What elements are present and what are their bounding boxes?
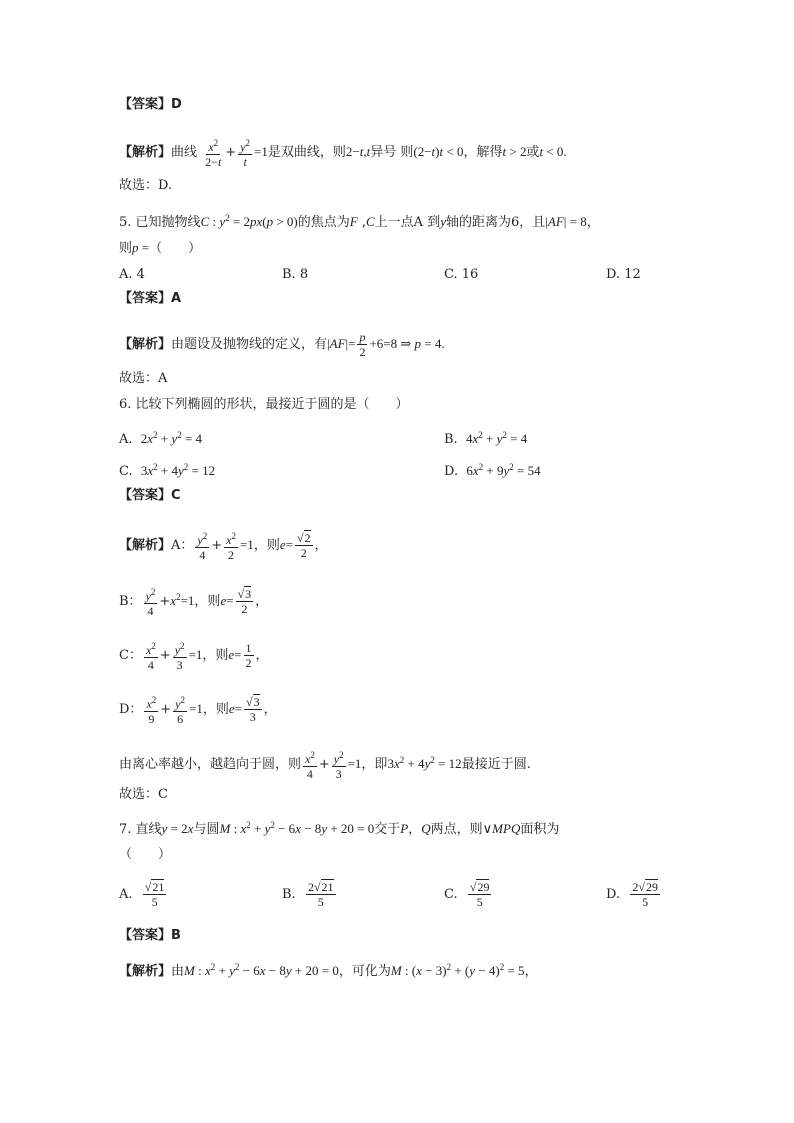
q6-summary: 由离心率越小，越趋向于圆，则 $\frac{x^2}{4}$ + $\frac{y^2}{3}$ =1，即$3x^2 + 4y^2 = 12$最接近于圆. (119, 750, 531, 781)
q5-stem-line2: 则p =（ ） (119, 240, 202, 256)
q6-frac-d2: $\frac{y^2}{6}$ (175, 695, 185, 726)
q6-analysis-d: D： $\frac{x^2}{9}$ + $\frac{y^2}{6}$ =1，则e= $\frac{√3}{3}$ ， (119, 695, 277, 726)
q7-option-a (119, 880, 168, 909)
q6-option-c: C. $3x^2 + 4y^2 = 12$ (119, 462, 216, 479)
q6-then-a: ，则 (253, 538, 280, 553)
q6-frac-a3: $\frac{√2}{2}$ (296, 531, 311, 560)
q6-frac-b2: $\frac{√3}{2}$ (237, 587, 252, 616)
q6-option-a-label: A. (119, 432, 133, 447)
q7-option-b-label: B. (282, 887, 296, 902)
q5-option-d: D. 12 (606, 267, 641, 282)
q6-frac-a2: $\frac{x^2}{2}$ (226, 531, 236, 562)
q5-stem-text-2: 的焦点为 (297, 215, 350, 230)
q4-analysis-text-3: 异号 则 (370, 145, 414, 160)
q6-option-a: A. $2x^2 + y^2 = 4$ (119, 430, 203, 447)
q6-option-b: B. $4x^2 + y^2 = 4$ (444, 430, 528, 447)
q7-frac-d: $\frac{2√29}{5}$ (632, 880, 658, 909)
q6-option-b-label: B. (444, 432, 458, 447)
q4-analysis: 【解析】曲线 $\frac{x^2}{2-t}$ + $\frac{y^2}{t}$ =1是双曲线，则2−t,t异号 则(2−t)t < 0，解得t > 2或t < 0. (119, 138, 567, 169)
q6-frac-d3: $\frac{√3}{3}$ (245, 695, 260, 724)
q6-frac-c2: $\frac{y^2}{3}$ (174, 641, 185, 672)
q6-frac-d1: $\frac{x^2}{9}$ (146, 695, 157, 726)
q5-option-b: B. 8 (282, 267, 309, 282)
q7-stem: 7. 直线y = 2x与圆M : $x^2 + y^2 - 6x - 8y + 20 = 0$交于P，Q两点，则∨MPQ面积为 (119, 820, 560, 837)
q7-frac-c: $\frac{√29}{5}$ (469, 880, 490, 909)
q4-choice: 故选：D. (119, 178, 173, 193)
q6-option-c-label: C. (119, 464, 133, 479)
q6-answer: 【答案】C (119, 488, 181, 503)
q7-frac-a: $\frac{√21}{5}$ (144, 880, 165, 909)
q7-stem-text-1: 7. 直线 (119, 822, 162, 837)
q6-analysis-a: 【解析】A： $\frac{y^2}{4}$ + $\frac{x^2}{2}$ =1，则e= $\frac{√2}{2}$ ， (119, 531, 328, 562)
q6-option-d: D. $6x^2 + 9y^2 = 54$ (444, 462, 541, 479)
q7-stem-paren: （ ） (119, 847, 172, 862)
q5-analysis-tag: 【解析】 (119, 337, 172, 352)
q7-frac-b: $\frac{2√21}{5}$ (307, 880, 334, 909)
q7-answer: 【答案】B (119, 928, 181, 943)
q5-choice: 故选：A (119, 371, 168, 386)
q6-frac-s2: $\frac{y^2}{3}$ (333, 750, 344, 781)
q7-option-d (606, 880, 662, 909)
q5-analysis: 【解析】由题设及抛物线的定义，有|AF|= $\frac{p}{2}$ +6=8 ⇒ p = 4. (119, 330, 445, 359)
q4-analysis-tag: 【解析】 (119, 145, 172, 160)
q5-fraction: $\frac{p}{2}$ (359, 330, 366, 359)
q6-row-b-label: B： (119, 594, 142, 609)
q7-option-c-label: C. (444, 887, 458, 902)
q6-then-d: ，则 (202, 702, 229, 717)
q6-summary-text-3: 最接近于圆. (461, 757, 531, 772)
q6-frac-a1: $\frac{y^2}{4}$ (197, 531, 208, 562)
q6-analysis-c: C： $\frac{x^2}{4}$ + $\frac{y^2}{3}$ =1，则e= $\frac{1}{2}$ ， (119, 641, 269, 672)
q7-stem-text-2: 与圆 (193, 822, 220, 837)
q5-analysis-text: 由题设及抛物线的定义，有 (171, 337, 328, 352)
q4-analysis-text: 曲线 (171, 145, 198, 160)
q4-fraction-2: $\frac{y^2}{t}$ (240, 138, 251, 169)
q5-stem: 5. 已知抛物线C : $y^2 = 2px(p > 0)$的焦点为F ,C上一点A 到y轴的距离为6，且|AF| = 8， (119, 213, 600, 230)
q5-option-c: C. 16 (444, 267, 479, 282)
q6-row-c-label: C： (119, 648, 142, 663)
q7-analysis: 【解析】由M : $x^2 + y^2 - 6x - 8y + 20 = 0$，可化为M : $(x - 3)^2 + (y - 4)^2 = 5$， (119, 962, 538, 979)
q5-stem-text-1: 5. 已知抛物线 (119, 215, 201, 230)
q7-analysis-text-2: ，可化为 (338, 964, 391, 979)
q6-frac-s1: $\frac{x^2}{4}$ (305, 750, 315, 781)
q6-stem: 6. 比较下列椭圆的形状，最接近于圆的是（ ） (119, 397, 409, 412)
q5-stem-text-5: ， (586, 215, 600, 230)
q6-analysis-tag: 【解析】 (119, 538, 172, 553)
q7-stem-text-5: 面积为 (520, 822, 560, 837)
q7-option-b (282, 880, 338, 909)
q7-stem-text-3: 交于 (374, 822, 401, 837)
q4-fraction-1: $\frac{x^2}{2-t}$ (205, 138, 222, 169)
q7-analysis-tag: 【解析】 (119, 964, 172, 979)
q6-then-c: ，则 (202, 648, 229, 663)
q7-stem-text-4: 两点，则 (430, 822, 483, 837)
q5-stem-text-4: 轴的距离为6，且 (445, 215, 546, 230)
q6-row-d-label: D： (119, 702, 143, 717)
q5-stem-text-3: 上一点A 到 (374, 215, 441, 230)
q7-analysis-text-1: 由 (171, 964, 185, 979)
q6-choice: 故选：C (119, 787, 168, 802)
q6-summary-text-1: 由离心率越小，越趋向于圆，则 (119, 757, 302, 772)
q4-answer: 【答案】D (119, 97, 182, 112)
q6-frac-c3: $\frac{1}{2}$ (245, 641, 252, 670)
q5-stem-text-6: 则 (119, 241, 133, 256)
q6-option-d-label: D. (444, 464, 459, 479)
q5-stem-paren: （ ） (149, 241, 202, 256)
q6-analysis-b: B： $\frac{y^2}{4}$ $+x^2=1$，则e= $\frac{√3}{2}$ ， (119, 587, 269, 618)
q5-option-a: A. 4 (119, 267, 145, 282)
q4-analysis-text-2: 是双曲线，则 (267, 145, 346, 160)
q6-row-a-label: A： (171, 538, 194, 553)
q6-summary-text-2: ，即 (361, 757, 388, 772)
q7-option-a-label: A. (119, 887, 133, 902)
q7-option-c (444, 880, 493, 909)
q6-frac-b1: $\frac{y^2}{4}$ (145, 587, 156, 618)
q5-answer: 【答案】A (119, 291, 182, 306)
q4-analysis-text-4: ，解得 (463, 145, 503, 160)
q6-then-b: ，则 (194, 594, 221, 609)
q6-frac-c1: $\frac{x^2}{4}$ (145, 641, 156, 672)
q7-option-d-label: D. (606, 887, 621, 902)
